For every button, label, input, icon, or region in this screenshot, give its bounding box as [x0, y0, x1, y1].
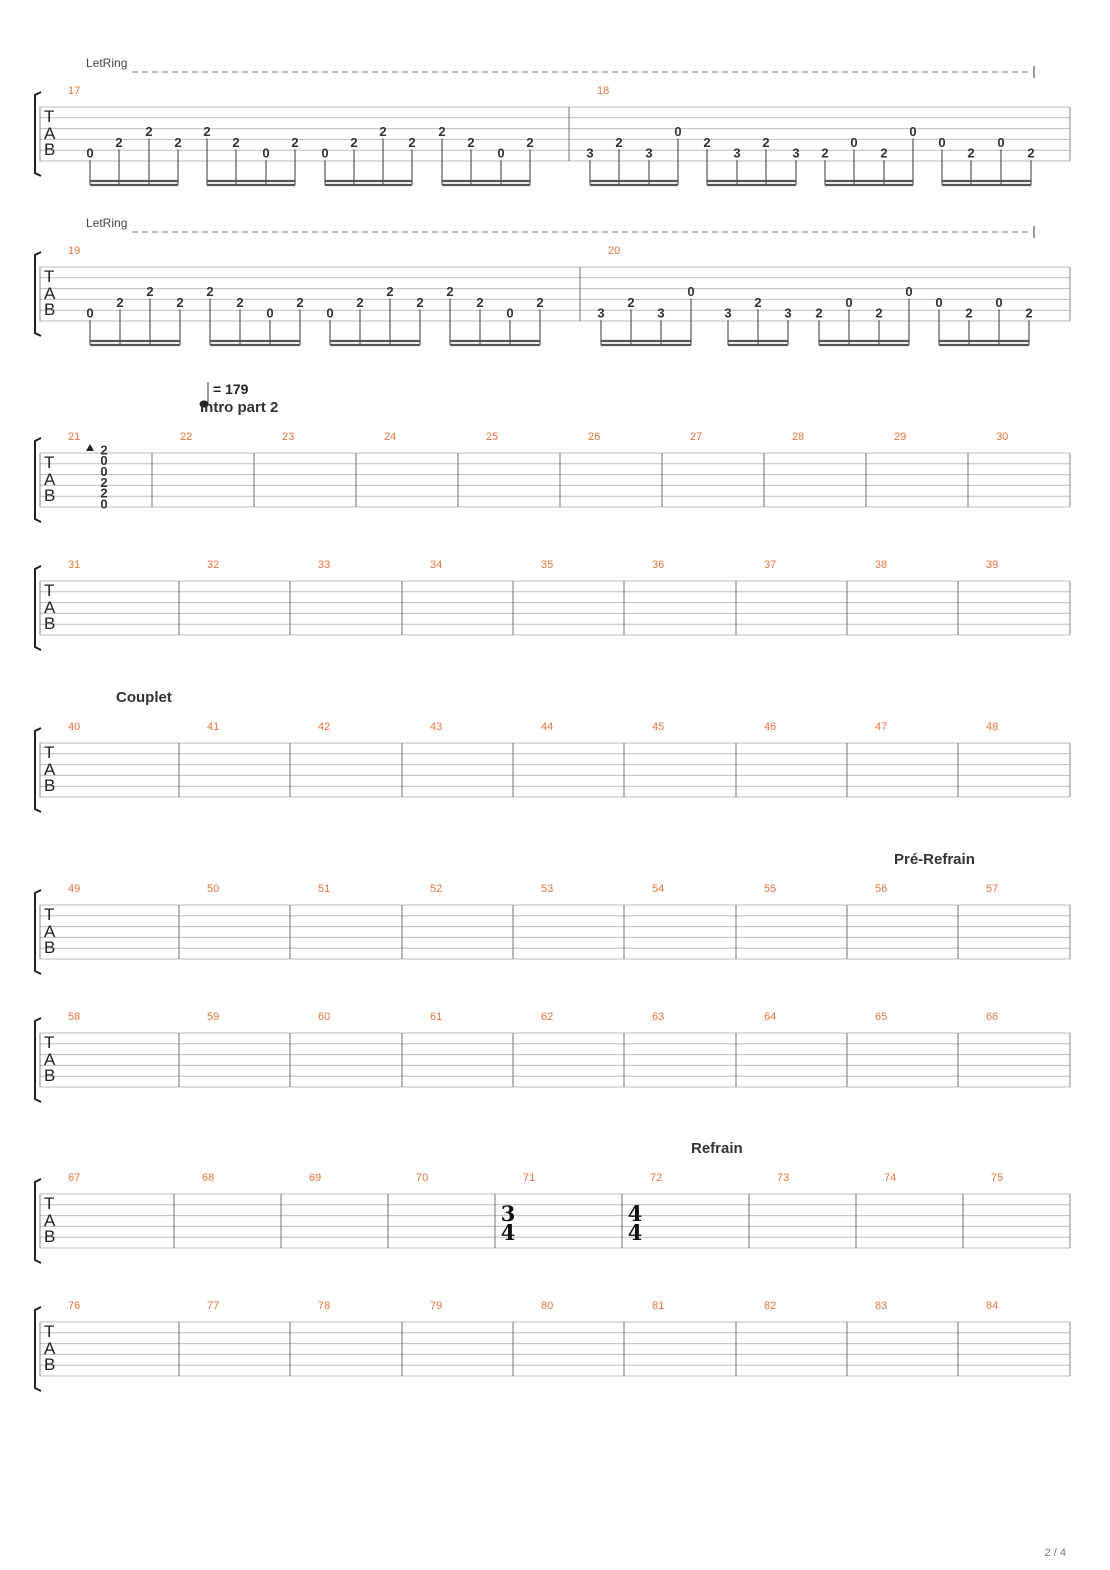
measure-number: 81	[652, 1300, 665, 1312]
fret-number: 0	[326, 305, 334, 321]
chord-fret-number: 2	[100, 442, 108, 458]
measure-number: 34	[430, 559, 443, 571]
measure-number: 67	[68, 1172, 81, 1184]
section-label: Couplet	[116, 689, 172, 706]
section-label: Intro part 2	[200, 399, 279, 416]
fret-number: 2	[880, 145, 888, 161]
page-number: 2 / 4	[1044, 1547, 1066, 1559]
tab-clef-a: A	[44, 922, 56, 941]
fret-number: 2	[446, 284, 454, 300]
fret-number: 0	[845, 294, 853, 310]
measure-number: 60	[318, 1011, 331, 1023]
fret-number: 0	[86, 145, 94, 161]
fret-number: 2	[627, 294, 635, 310]
time-signature-top: 4	[627, 1201, 643, 1226]
measure-number: 74	[884, 1172, 897, 1184]
measure-number: 20	[608, 245, 621, 257]
fret-number: 3	[724, 305, 732, 321]
section-label: Refrain	[691, 1140, 743, 1157]
measure-number: 39	[986, 559, 999, 571]
measure-number: 78	[318, 1300, 331, 1312]
tab-clef-b: B	[44, 776, 56, 795]
chord-fret-number: 0	[100, 453, 108, 469]
measure-number: 65	[875, 1011, 888, 1023]
tab-clef-b: B	[44, 486, 56, 505]
measure-number: 70	[416, 1172, 429, 1184]
fret-number: 0	[262, 145, 270, 161]
chord-fret-number: 2	[100, 474, 108, 490]
tab-clef-a: A	[44, 760, 56, 779]
measure-number: 49	[68, 883, 81, 895]
fret-number: 0	[938, 134, 946, 150]
measure-number: 62	[541, 1011, 554, 1023]
measure-number: 26	[588, 431, 601, 443]
measure-number: 83	[875, 1300, 888, 1312]
fret-number: 0	[266, 305, 274, 321]
measure-number: 69	[309, 1172, 322, 1184]
tab-clef-t: T	[44, 453, 55, 472]
measure-number: 31	[68, 559, 81, 571]
fret-number: 2	[145, 124, 153, 140]
fret-number: 2	[1027, 145, 1035, 161]
fret-number: 0	[497, 145, 505, 161]
fret-number: 3	[657, 305, 665, 321]
fret-number: 2	[875, 305, 883, 321]
measure-number: 37	[764, 559, 777, 571]
fret-number: 2	[386, 284, 394, 300]
measure-number: 59	[207, 1011, 220, 1023]
fret-number: 2	[965, 305, 973, 321]
fret-number: 2	[174, 134, 182, 150]
tab-clef-t: T	[44, 1322, 55, 1341]
tab-clef-t: T	[44, 743, 55, 762]
fret-number: 2	[146, 284, 154, 300]
tab-clef-b: B	[44, 614, 56, 633]
measure-number: 52	[430, 883, 443, 895]
tab-clef-t: T	[44, 1033, 55, 1052]
measure-number: 43	[430, 721, 443, 733]
fret-number: 0	[86, 305, 94, 321]
fret-number: 2	[754, 294, 762, 310]
measure-number: 17	[68, 85, 81, 97]
measure-number: 29	[894, 431, 907, 443]
fret-number: 2	[176, 294, 184, 310]
fret-number: 2	[438, 124, 446, 140]
fret-number: 0	[997, 134, 1005, 150]
measure-number: 21	[68, 431, 81, 443]
measure-number: 50	[207, 883, 220, 895]
time-signature-bottom: 4	[500, 1220, 516, 1245]
measure-number: 33	[318, 559, 331, 571]
measure-number: 18	[597, 85, 610, 97]
measure-number: 38	[875, 559, 888, 571]
tab-clef-a: A	[44, 124, 56, 143]
measure-number: 80	[541, 1300, 554, 1312]
fret-number: 2	[350, 134, 358, 150]
chord-fret-number: 0	[100, 496, 108, 512]
measure-number: 54	[652, 883, 665, 895]
tab-clef-t: T	[44, 581, 55, 600]
measure-number: 84	[986, 1300, 999, 1312]
measure-number: 23	[282, 431, 295, 443]
measure-number: 68	[202, 1172, 215, 1184]
measure-number: 45	[652, 721, 665, 733]
fret-number: 2	[476, 294, 484, 310]
tab-clef-t: T	[44, 905, 55, 924]
fret-number: 2	[356, 294, 364, 310]
measure-number: 47	[875, 721, 888, 733]
measure-number: 82	[764, 1300, 777, 1312]
tab-clef-a: A	[44, 470, 56, 489]
measure-number: 48	[986, 721, 999, 733]
section-label: Pré-Refrain	[894, 851, 975, 868]
measure-number: 42	[318, 721, 331, 733]
tab-clef-a: A	[44, 284, 56, 303]
measure-number: 53	[541, 883, 554, 895]
measure-number: 55	[764, 883, 777, 895]
tab-clef-b: B	[44, 140, 56, 159]
chord-fret-number: 2	[100, 485, 108, 501]
tab-clef-a: A	[44, 1211, 56, 1230]
measure-number: 32	[207, 559, 220, 571]
measure-number: 19	[68, 245, 81, 257]
measure-number: 73	[777, 1172, 790, 1184]
fret-number: 2	[703, 134, 711, 150]
fret-number: 3	[597, 305, 605, 321]
measure-number: 58	[68, 1011, 81, 1023]
measure-number: 30	[996, 431, 1009, 443]
fret-number: 2	[526, 134, 534, 150]
fret-number: 2	[536, 294, 544, 310]
measure-number: 77	[207, 1300, 220, 1312]
measure-number: 76	[68, 1300, 81, 1312]
fret-number: 2	[416, 294, 424, 310]
tab-clef-t: T	[44, 267, 55, 286]
tab-clef-b: B	[44, 938, 56, 957]
fret-number: 0	[905, 284, 913, 300]
fret-number: 2	[967, 145, 975, 161]
measure-number: 35	[541, 559, 554, 571]
measure-number: 28	[792, 431, 805, 443]
fret-number: 0	[995, 294, 1003, 310]
measure-number: 22	[180, 431, 193, 443]
time-signature-top: 3	[500, 1201, 516, 1226]
fret-number: 2	[821, 145, 829, 161]
tab-clef-a: A	[44, 1050, 56, 1069]
tab-clef-b: B	[44, 300, 56, 319]
fret-number: 2	[203, 124, 211, 140]
measure-number: 71	[523, 1172, 536, 1184]
fret-number: 0	[506, 305, 514, 321]
fret-number: 2	[232, 134, 240, 150]
strum-up-arrow	[86, 444, 94, 451]
measure-number: 63	[652, 1011, 665, 1023]
fret-number: 2	[615, 134, 623, 150]
measure-number: 46	[764, 721, 777, 733]
measure-number: 24	[384, 431, 397, 443]
measure-number: 25	[486, 431, 499, 443]
measure-number: 75	[991, 1172, 1004, 1184]
fret-number: 2	[236, 294, 244, 310]
fret-number: 2	[762, 134, 770, 150]
measure-number: 72	[650, 1172, 663, 1184]
fret-number: 0	[935, 294, 943, 310]
tab-clef-t: T	[44, 107, 55, 126]
fret-number: 2	[379, 124, 387, 140]
measure-number: 41	[207, 721, 220, 733]
fret-number: 3	[733, 145, 741, 161]
fret-number: 2	[115, 134, 123, 150]
fret-number: 2	[815, 305, 823, 321]
fret-number: 2	[206, 284, 214, 300]
fret-number: 2	[296, 294, 304, 310]
fret-number: 2	[1025, 305, 1033, 321]
fret-number: 3	[586, 145, 594, 161]
tab-clef-a: A	[44, 598, 56, 617]
fret-number: 3	[784, 305, 792, 321]
measure-number: 64	[764, 1011, 777, 1023]
measure-number: 51	[318, 883, 331, 895]
tab-clef-b: B	[44, 1227, 56, 1246]
measure-number: 66	[986, 1011, 999, 1023]
fret-number: 0	[687, 284, 695, 300]
measure-number: 57	[986, 883, 999, 895]
tab-clef-a: A	[44, 1339, 56, 1358]
tab-clef-t: T	[44, 1194, 55, 1213]
fret-number: 0	[321, 145, 329, 161]
fret-number: 0	[850, 134, 858, 150]
let-ring-label: LetRing	[86, 56, 128, 70]
measure-number: 61	[430, 1011, 443, 1023]
fret-number: 0	[909, 124, 917, 140]
measure-number: 40	[68, 721, 81, 733]
let-ring-label: LetRing	[86, 216, 128, 230]
measure-number: 79	[430, 1300, 443, 1312]
fret-number: 3	[645, 145, 653, 161]
fret-number: 2	[467, 134, 475, 150]
fret-number: 3	[792, 145, 800, 161]
tab-clef-b: B	[44, 1355, 56, 1374]
tab-clef-b: B	[44, 1066, 56, 1085]
measure-number: 36	[652, 559, 665, 571]
time-signature-bottom: 4	[627, 1220, 643, 1245]
tempo-marking: = 179	[213, 381, 249, 397]
fret-number: 2	[116, 294, 124, 310]
measure-number: 27	[690, 431, 703, 443]
measure-number: 44	[541, 721, 554, 733]
fret-number: 2	[408, 134, 416, 150]
fret-number: 0	[674, 124, 682, 140]
chord-fret-number: 0	[100, 464, 108, 480]
measure-number: 56	[875, 883, 888, 895]
fret-number: 2	[291, 134, 299, 150]
